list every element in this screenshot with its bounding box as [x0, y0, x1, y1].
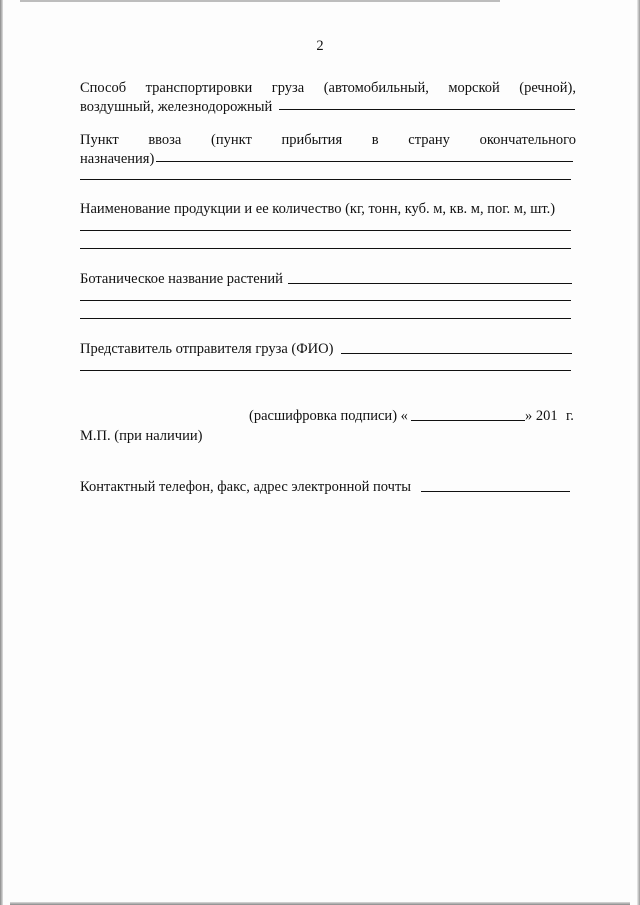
transport-label-line1 — [80, 79, 576, 97]
transport-word: транспортировки — [145, 80, 253, 96]
transport-field[interactable] — [279, 109, 575, 110]
representative-field-line2[interactable] — [80, 370, 571, 371]
signature-decoding-label: (расшифровка подписи) « — [249, 408, 408, 424]
scan-edge-left — [0, 0, 3, 905]
representative-field[interactable] — [341, 353, 572, 354]
entry-point-label-line1 — [80, 131, 576, 149]
representative-label: Представитель отправителя груза (ФИО) — [80, 341, 334, 357]
entry-point-word: ввоза — [148, 132, 182, 148]
stamp-label: М.П. (при наличии) — [80, 428, 203, 444]
product-field-line2[interactable] — [80, 248, 571, 249]
entry-point-word: прибытия — [281, 132, 343, 148]
entry-point-field-line2[interactable] — [80, 179, 571, 180]
signature-date-field[interactable] — [411, 420, 525, 421]
page-number: 2 — [316, 38, 324, 54]
contacts-field[interactable] — [421, 491, 570, 492]
entry-point-word: страну — [408, 132, 450, 148]
transport-label-line2: воздушный, железнодорожный — [80, 99, 273, 115]
contacts-label: Контактный телефон, факс, адрес электронной почты — [80, 479, 412, 495]
signature-year-label: » 201 — [525, 408, 558, 424]
botanical-field[interactable] — [288, 283, 572, 284]
signature-year-abbr: г. — [566, 408, 574, 424]
transport-word: (автомобильный, — [323, 80, 429, 96]
entry-point-field[interactable] — [156, 161, 573, 162]
botanical-field-line3[interactable] — [80, 318, 571, 319]
transport-word: (речной), — [519, 80, 576, 96]
product-label: Наименование продукции и ее количество (кг, тонн, куб. м, кв. м, пог. м, шт.) — [80, 201, 556, 217]
transport-word: Способ — [80, 80, 127, 96]
transport-word: морской — [448, 80, 500, 96]
botanical-label: Ботаническое название растений — [80, 271, 283, 287]
entry-point-word: (пункт — [211, 132, 252, 148]
product-field-line1[interactable] — [80, 230, 571, 231]
entry-point-word: Пункт — [80, 132, 119, 148]
scan-edge-top — [20, 0, 500, 2]
botanical-field-line2[interactable] — [80, 300, 571, 301]
entry-point-label-line2: назначения) — [80, 151, 155, 167]
entry-point-word: окончательного — [479, 132, 576, 148]
entry-point-word: в — [371, 132, 379, 148]
transport-word: груза — [271, 80, 305, 96]
